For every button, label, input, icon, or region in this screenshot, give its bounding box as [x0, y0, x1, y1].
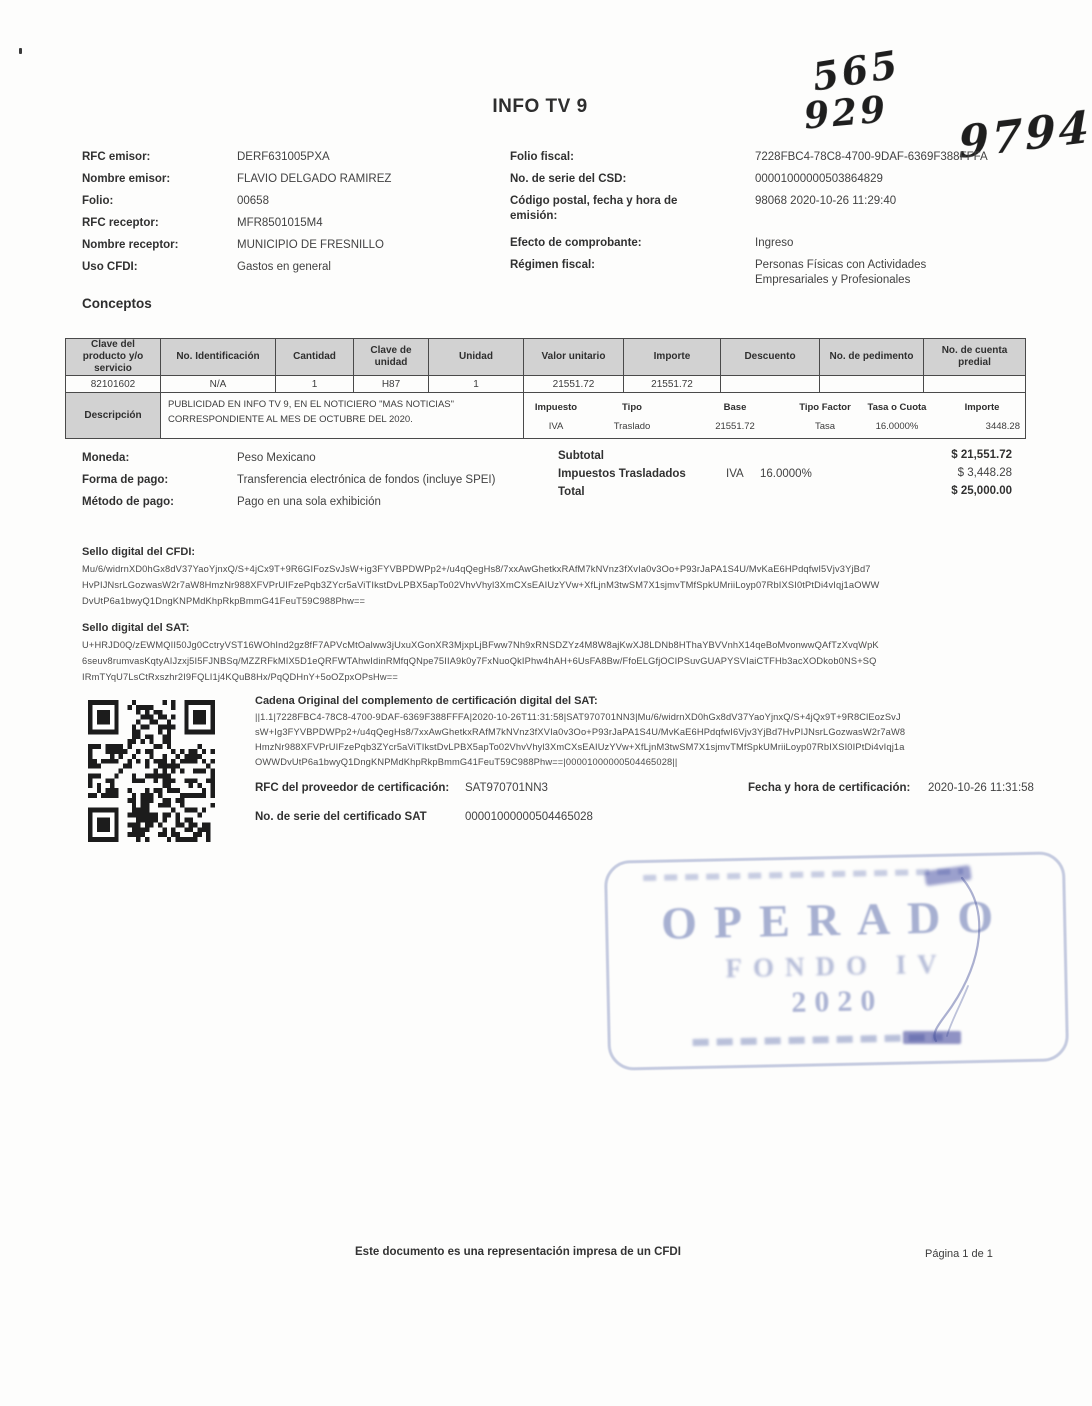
tax-base: 21551.72 [715, 421, 755, 433]
moneda-label: Moneda: [82, 452, 130, 464]
rfc-emisor-label: RFC emisor: [82, 151, 151, 163]
col-clave-producto: Clave del producto y/o servicio [66, 339, 161, 376]
footer-disclaimer: Este documento es una representación impresa de un CFDI [355, 1246, 681, 1258]
col-descuento: Descuento [721, 339, 820, 376]
handwritten-number-1: 565 [809, 41, 904, 100]
nombre-emisor-value: FLAVIO DELGADO RAMIREZ [237, 173, 392, 185]
subtotal-label: Subtotal [558, 450, 604, 462]
serie-certificado-value: 00001000000504465028 [465, 811, 593, 823]
sello-sat-line-2: 6seuv8rumvasKqtyAIJzxj5I5FJNBSq/MZZRFkMIX5D1eQRFWTAhwIdinRMfqQNpe75IIA9k0y7FxNuoQkIPhw4hAH+6UsFA8Bw/FfoELGfjOCIPSuvGUAPYSVIaiCTFHb3acXODkob0NS+SQ [82, 656, 877, 666]
cell-importe: 21551.72 [624, 376, 721, 393]
sello-cfdi-line-1: Mu/6/widrnXD0hGx8dV37YaoYjnxQ/S+4jCx9T+9R6GIFozSvJsW+ig3FYVBPDWPp2+/u4qQegHs8/7xxAwGhetkxRAfM7kNVnz3fXvIa0v3Oo+P93rJaPA1S4U/MvKaE6HPdqfwI5Vjv3YjBd7 [82, 564, 871, 574]
stamp-text-fondo: FONDO IV [725, 948, 949, 984]
rfc-emisor-value: DERF631005PXA [237, 151, 330, 163]
serie-certificado-label: No. de serie del certificado SAT [255, 811, 427, 823]
folio-label: Folio: [82, 195, 114, 207]
nombre-receptor-value: MUNICIPIO DE FRESNILLO [237, 239, 384, 251]
fecha-certificacion-value: 2020-10-26 11:31:58 [928, 782, 1034, 794]
uso-cfdi-label: Uso CFDI: [82, 261, 138, 273]
tax-impuesto: IVA [548, 421, 564, 433]
stamp-text-operado: OPERADO [660, 890, 1011, 949]
codigo-postal-label: Código postal, fecha y hora de emisión: [510, 195, 678, 222]
cadena-line-3: HmzNr988XFVPrUIFzePqb3ZYcr5aViTIkstDvLPBX5apTo02VhvVhyl3XmCXsEAIUzYVw+XfLjnM3twSM7X1sjmvTMfSpkUMriiLoyp07RbIXSI0IPtDi4vIqj1a [255, 742, 905, 752]
folio-fiscal-value: 7228FBC4-78C8-4700-9DAF-6369F388FFFA [755, 151, 988, 163]
moneda-value: Peso Mexicano [237, 452, 316, 464]
handwritten-number-2: 929 [802, 88, 890, 138]
tax-col-tipo-factor: Tipo Factor [799, 401, 851, 413]
fecha-certificacion-label: Fecha y hora de certificación: [748, 782, 911, 794]
impuestos-value: $ 3,448.28 [957, 467, 1012, 479]
table-header-row [66, 339, 1026, 376]
descripcion-label: Descripción [66, 393, 161, 439]
col-clave-unidad: Clave de unidad [354, 339, 429, 376]
qr-code [88, 700, 215, 842]
serie-csd-value: 00001000000503864829 [755, 173, 883, 185]
cell-no-identificacion: N/A [161, 376, 276, 393]
footer-page-number: Página 1 de 1 [925, 1248, 993, 1260]
forma-pago-value: Transferencia electrónica de fondos (incluye SPEI) [237, 474, 496, 486]
sello-cfdi-line-3: DvUtP6a1bwyQ1DngKNPMdKhpRkpBmmG41FeuT59C988Phw== [82, 596, 366, 606]
forma-pago-label: Forma de pago: [82, 474, 169, 486]
col-no-pedimento: No. de pedimento [820, 339, 924, 376]
signature-scribble [890, 856, 1030, 1066]
cell-valor-unitario: 21551.72 [524, 376, 624, 393]
folio-value: 00658 [237, 195, 269, 207]
rfc-receptor-value: MFR8501015M4 [237, 217, 323, 229]
col-importe: Importe [624, 339, 721, 376]
total-value: $ 25,000.00 [951, 485, 1012, 497]
regimen-fiscal-value: Personas Físicas con Actividades Empresariales y Profesionales [755, 259, 927, 286]
sello-cfdi-line-2: HvPIJNsrLGozwasW2r7aW8HmzNr988XFVPrUIFzePqb3ZYcr5aViTIkstDvLPBX5apTo02VhvVhyl3XmCXsEAIUzYVw+XfLjnM3twSM7X1sjmvTMfSpkUMriiLoyp07RbIXSI0tPtDi4vIqj1aOWW [82, 580, 880, 590]
conceptos-heading: Conceptos [82, 296, 152, 311]
cadena-original-label: Cadena Original del complemento de certificación digital del SAT: [255, 695, 598, 707]
tax-col-importe: Importe [964, 401, 1000, 413]
cadena-line-2: sW+Ig3FYVBPDWPp2+/u4qQegHs8/7xxAwGhetkxRAfM7kNVnz3fXVIa0v3Oo+P93rJaPA1S4U/MvKaE6HPdqfwI6Vjv3YjBd7HvPIJNsrLGozwasW2r7aW8 [255, 727, 906, 737]
rfc-proveedor-value: SAT970701NN3 [465, 782, 548, 794]
tax-col-tipo: Tipo [622, 401, 642, 413]
tax-col-base: Base [723, 401, 747, 413]
sello-sat-line-1: U+HRJD0Q/zEWMQII50Jg0CctryVST16WOhInd2gz8fF7APVcMtOalww3jUxuXGonXR3MjxpLjBFww7Nh9xRNSDZYz4M8W8ajKwXJ8LDNb8HThaYBVVnhX14qeBoMvonwwQAfTzXvqWpK [82, 640, 879, 650]
metodo-pago-value: Pago en una sola exhibición [237, 496, 381, 508]
cell-no-pedimento [820, 376, 924, 393]
cell-clave-unidad: H87 [354, 376, 429, 393]
tax-importe: 3448.28 [985, 421, 1020, 433]
cell-descuento [721, 376, 820, 393]
total-label: Total [558, 486, 585, 498]
folio-fiscal-label: Folio fiscal: [510, 151, 574, 163]
serie-csd-label: No. de serie del CSD: [510, 173, 627, 185]
cell-cantidad: 1 [276, 376, 354, 393]
efecto-comprobante-value: Ingreso [755, 237, 794, 249]
cadena-line-1: ||1.1|7228FBC4-78C8-4700-9DAF-6369F388FFFA|2020-10-26T11:31:58|SAT970701NN3|Mu/6/widrnXD0hGx8dV37YaoYjnxQ/S+4jQx9T+9R8ClEozSvJ [255, 712, 901, 722]
impuestos-label: Impuestos Trasladados [558, 468, 686, 480]
scan-speck [19, 48, 22, 54]
col-no-identificacion: No. Identificación [161, 339, 276, 376]
col-unidad: Unidad [429, 339, 524, 376]
cell-unidad: 1 [429, 376, 524, 393]
nombre-emisor-label: Nombre emisor: [82, 173, 171, 185]
uso-cfdi-value: Gastos en general [237, 261, 331, 273]
tax-subtable [524, 393, 1026, 439]
impuestos-tax-rate: 16.0000% [760, 468, 812, 480]
sello-sat-line-3: IRmTYqU7LsCtRxszhr2I9FQLI1j4KQuB8Hx/PqQDHnY+5oOZpxOPsHw== [82, 672, 398, 682]
regimen-fiscal-label: Régimen fiscal: [510, 259, 595, 271]
stamp-text-year: 2020 [791, 984, 884, 1019]
table-description-row [66, 393, 1026, 439]
tax-tasa: 16.0000% [875, 421, 919, 433]
tax-col-impuesto: Impuesto [534, 401, 578, 413]
nombre-receptor-label: Nombre receptor: [82, 239, 179, 251]
conceptos-table [65, 338, 1026, 439]
col-valor-unitario: Valor unitario [524, 339, 624, 376]
sello-cfdi-label: Sello digital del CFDI: [82, 546, 196, 558]
impuestos-tax-name: IVA [726, 468, 744, 480]
rfc-proveedor-label: RFC del proveedor de certificación: [255, 782, 450, 794]
metodo-pago-label: Método de pago: [82, 496, 174, 508]
cadena-line-4: OWWDvUtP6a1bwyQ1DngKNPMdKhpRkpBmmG41FeuT59C988Phw==|00001000000504465028|| [255, 757, 678, 767]
descripcion-text: PUBLICIDAD EN INFO TV 9, EN EL NOTICIERO "MAS NOTICIAS" CORRESPONDIENTE AL MES DE OCTUBRE DEL 2020. [161, 393, 524, 439]
sello-sat-label: Sello digital del SAT: [82, 622, 190, 634]
handwritten-number-3: 9794 [958, 101, 1092, 170]
tax-col-tasa-cuota: Tasa o Cuota [867, 401, 927, 413]
tax-tipo-factor: Tasa [814, 421, 836, 433]
efecto-comprobante-label: Efecto de comprobante: [510, 237, 642, 249]
cell-clave-producto: 82101602 [66, 376, 161, 393]
col-cuenta-predial: No. de cuenta predial [924, 339, 1026, 376]
table-data-row [66, 376, 1026, 393]
tax-tipo: Traslado [613, 421, 651, 433]
col-cantidad: Cantidad [276, 339, 354, 376]
cell-cuenta-predial [924, 376, 1026, 393]
subtotal-value: $ 21,551.72 [951, 449, 1012, 461]
rfc-receptor-label: RFC receptor: [82, 217, 159, 229]
document-title: INFO TV 9 [492, 96, 588, 117]
codigo-postal-value: 98068 2020-10-26 11:29:40 [755, 195, 897, 207]
